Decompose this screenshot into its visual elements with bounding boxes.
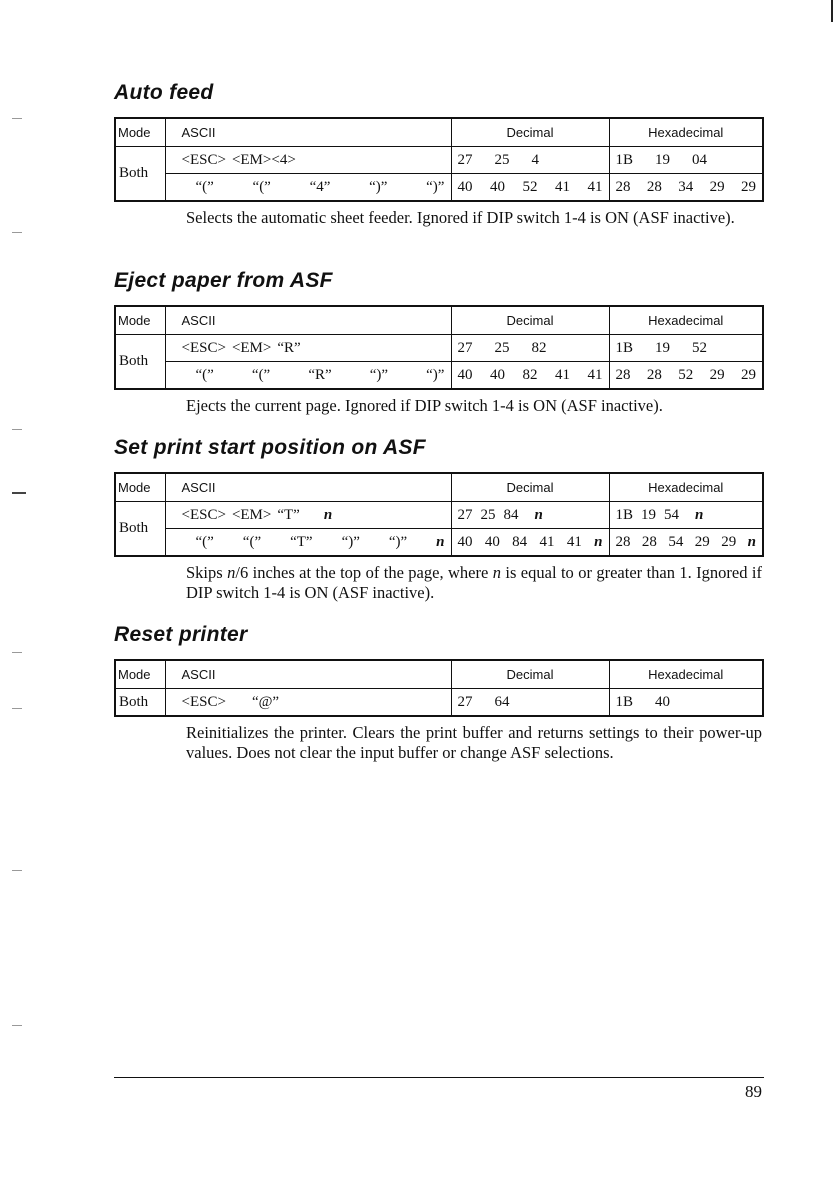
decimal-value: 52	[522, 178, 538, 195]
decimal-value: 40	[457, 533, 473, 550]
mode-header: Mode	[115, 306, 165, 335]
decimal-value: 27	[457, 151, 473, 168]
hex-value: 34	[678, 178, 694, 195]
hex-cell	[609, 174, 763, 202]
hex-cell	[609, 335, 763, 362]
footer-rule	[114, 1077, 764, 1078]
decimal-value: 27	[457, 339, 473, 356]
ascii-token: <ESC>	[181, 506, 226, 523]
hex-header: Hexadecimal	[609, 306, 763, 335]
decimal-value: 41	[587, 366, 603, 383]
hex-value: 29	[709, 366, 725, 383]
hex-value: 28	[615, 533, 631, 550]
decimal-value: 64	[494, 693, 510, 710]
hex-value: 54	[668, 533, 684, 550]
hex-value: 1B	[615, 339, 634, 356]
hex-cell	[609, 689, 763, 717]
decimal-value: n	[534, 506, 543, 523]
hex-cell	[609, 529, 763, 557]
hex-value: 19	[641, 506, 657, 523]
ascii-token: “)”	[426, 178, 445, 195]
decimal-value: 41	[555, 366, 570, 383]
ascii-token: “(”	[195, 366, 214, 383]
ascii-cell	[165, 502, 451, 529]
ascii-cell	[165, 689, 451, 717]
ascii-cell	[165, 362, 451, 390]
command-table	[114, 472, 764, 557]
ascii-token: “R”	[308, 366, 332, 383]
section-auto-feed	[114, 78, 764, 228]
decimal-value: 41	[587, 178, 603, 195]
ascii-token: n	[323, 506, 333, 523]
hex-value: n	[695, 506, 704, 523]
table-header-row	[115, 118, 763, 147]
decimal-value: 25	[494, 151, 510, 168]
ascii-token: “)”	[388, 533, 408, 550]
ascii-token: “R”	[277, 339, 301, 356]
hex-value: 28	[641, 533, 657, 550]
decimal-value: 27	[457, 693, 473, 710]
ascii-token: “T”	[277, 506, 300, 523]
table-header-row	[115, 306, 763, 335]
scan-mark	[12, 708, 22, 709]
table-row	[115, 335, 763, 362]
mode-cell: Both	[115, 689, 165, 717]
scan-mark	[12, 429, 22, 430]
ascii-token: “)”	[369, 178, 388, 195]
decimal-value: 82	[531, 339, 547, 356]
decimal-cell	[451, 529, 609, 557]
ascii-header: ASCII	[165, 660, 451, 689]
decimal-value: 40	[490, 178, 505, 195]
decimal-value: 84	[503, 506, 519, 523]
hex-value: 29	[694, 533, 710, 550]
ascii-token: <ESC>	[181, 151, 226, 168]
hex-value: 52	[678, 366, 694, 383]
scan-mark	[12, 870, 22, 871]
decimal-value: 40	[484, 533, 500, 550]
hex-value: 29	[741, 366, 756, 383]
section-description: Reinitializes the printer. Clears the print buffer and returns settings to their power-up values. Does not clear the input buffer or change ASF selections.	[186, 723, 762, 762]
hex-value: 1B	[615, 506, 634, 523]
command-table	[114, 117, 764, 202]
hex-value: 40	[655, 693, 671, 710]
table-row	[115, 502, 763, 529]
ascii-header: ASCII	[165, 473, 451, 502]
hex-value: 28	[646, 178, 662, 195]
hex-value: 04	[692, 151, 708, 168]
mode-cell: Both	[115, 147, 165, 202]
decimal-cell	[451, 174, 609, 202]
hex-cell	[609, 502, 763, 529]
decimal-value: 41	[539, 533, 555, 550]
ascii-cell	[165, 174, 451, 202]
mode-cell: Both	[115, 335, 165, 390]
hex-value: 29	[741, 178, 756, 195]
hex-value: n	[747, 533, 756, 550]
hex-value: 54	[664, 506, 680, 523]
ascii-cell	[165, 147, 451, 174]
hex-value: 29	[721, 533, 737, 550]
section-set-print-start	[114, 433, 764, 603]
section-title: Auto feed	[114, 81, 214, 104]
table-row	[115, 529, 763, 557]
table-row	[115, 174, 763, 202]
decimal-value: 41	[566, 533, 582, 550]
hex-header: Hexadecimal	[609, 660, 763, 689]
command-table	[114, 305, 764, 390]
decimal-value: 40	[490, 366, 505, 383]
ascii-token: “T”	[290, 533, 313, 550]
hex-cell	[609, 362, 763, 390]
section-reset-printer	[114, 620, 764, 763]
section-title: Eject paper from ASF	[114, 269, 333, 292]
ascii-token: <EM>	[231, 339, 272, 356]
ascii-token: <EM><4>	[231, 151, 296, 168]
decimal-value: 27	[457, 506, 473, 523]
decimal-cell	[451, 689, 609, 717]
ascii-cell	[165, 529, 451, 557]
table-row	[115, 689, 763, 717]
table-header-row	[115, 473, 763, 502]
ascii-token: “(”	[195, 178, 214, 195]
hex-value: 19	[655, 151, 671, 168]
hex-value: 1B	[615, 151, 634, 168]
ascii-token: “)”	[426, 366, 445, 383]
page-number: 89	[745, 1082, 762, 1101]
ascii-header: ASCII	[165, 306, 451, 335]
ascii-token: “(”	[251, 366, 271, 383]
decimal-header: Decimal	[451, 118, 609, 147]
decimal-cell	[451, 147, 609, 174]
ascii-token: <EM>	[231, 506, 272, 523]
table-header-row	[115, 660, 763, 689]
ascii-token: “(”	[195, 533, 214, 550]
hex-value: 52	[692, 339, 708, 356]
decimal-cell	[451, 335, 609, 362]
hex-value: 28	[615, 178, 631, 195]
decimal-cell	[451, 502, 609, 529]
ascii-header: ASCII	[165, 118, 451, 147]
section-description: Ejects the current page. Ignored if DIP switch 1-4 is ON (ASF inactive).	[186, 396, 663, 415]
decimal-value: 82	[522, 366, 538, 383]
section-title: Set print start position on ASF	[114, 436, 426, 459]
decimal-header: Decimal	[451, 660, 609, 689]
section-description: Selects the automatic sheet feeder. Ignored if DIP switch 1-4 is ON (ASF inactive).	[186, 208, 735, 227]
section-title: Reset printer	[114, 623, 248, 646]
section-eject-paper	[114, 266, 764, 416]
hex-value: 28	[615, 366, 631, 383]
decimal-value: 41	[555, 178, 570, 195]
decimal-value: 4	[531, 151, 539, 168]
ascii-token: “4”	[309, 178, 331, 195]
decimal-value: 40	[457, 366, 473, 383]
decimal-header: Decimal	[451, 306, 609, 335]
decimal-value: 25	[480, 506, 496, 523]
ascii-token: “(”	[242, 533, 262, 550]
hex-value: 19	[655, 339, 671, 356]
table-row	[115, 362, 763, 390]
ascii-token: <ESC>	[181, 693, 226, 710]
ascii-token: “(”	[252, 178, 271, 195]
mode-header: Mode	[115, 660, 165, 689]
decimal-value: 40	[457, 178, 473, 195]
mode-header: Mode	[115, 473, 165, 502]
scan-mark	[12, 1025, 22, 1026]
hex-value: 28	[646, 366, 662, 383]
scan-mark	[12, 232, 22, 233]
scan-mark	[12, 492, 26, 494]
ascii-cell	[165, 335, 451, 362]
decimal-header: Decimal	[451, 473, 609, 502]
decimal-value: 84	[512, 533, 528, 550]
hex-value: 1B	[615, 693, 634, 710]
ascii-token: n	[436, 533, 445, 550]
decimal-value: 25	[494, 339, 510, 356]
hex-cell	[609, 147, 763, 174]
section-description: Skips n/6 inches at the top of the page, where n is equal to or greater than 1. Ignored if DIP switch 1-4 is ON (ASF inactive).	[186, 563, 762, 602]
command-table	[114, 659, 764, 717]
mode-header: Mode	[115, 118, 165, 147]
hex-value: 29	[709, 178, 725, 195]
decimal-value: n	[594, 533, 603, 550]
mode-cell: Both	[115, 502, 165, 557]
ascii-token: “)”	[369, 366, 389, 383]
ascii-token: “@”	[251, 693, 280, 710]
scan-mark	[12, 652, 22, 653]
ascii-token: “)”	[341, 533, 360, 550]
table-row	[115, 147, 763, 174]
ascii-token: <ESC>	[181, 339, 226, 356]
hex-header: Hexadecimal	[609, 473, 763, 502]
hex-header: Hexadecimal	[609, 118, 763, 147]
decimal-cell	[451, 362, 609, 390]
scan-edge-mark	[831, 0, 833, 22]
scan-mark	[12, 118, 22, 119]
